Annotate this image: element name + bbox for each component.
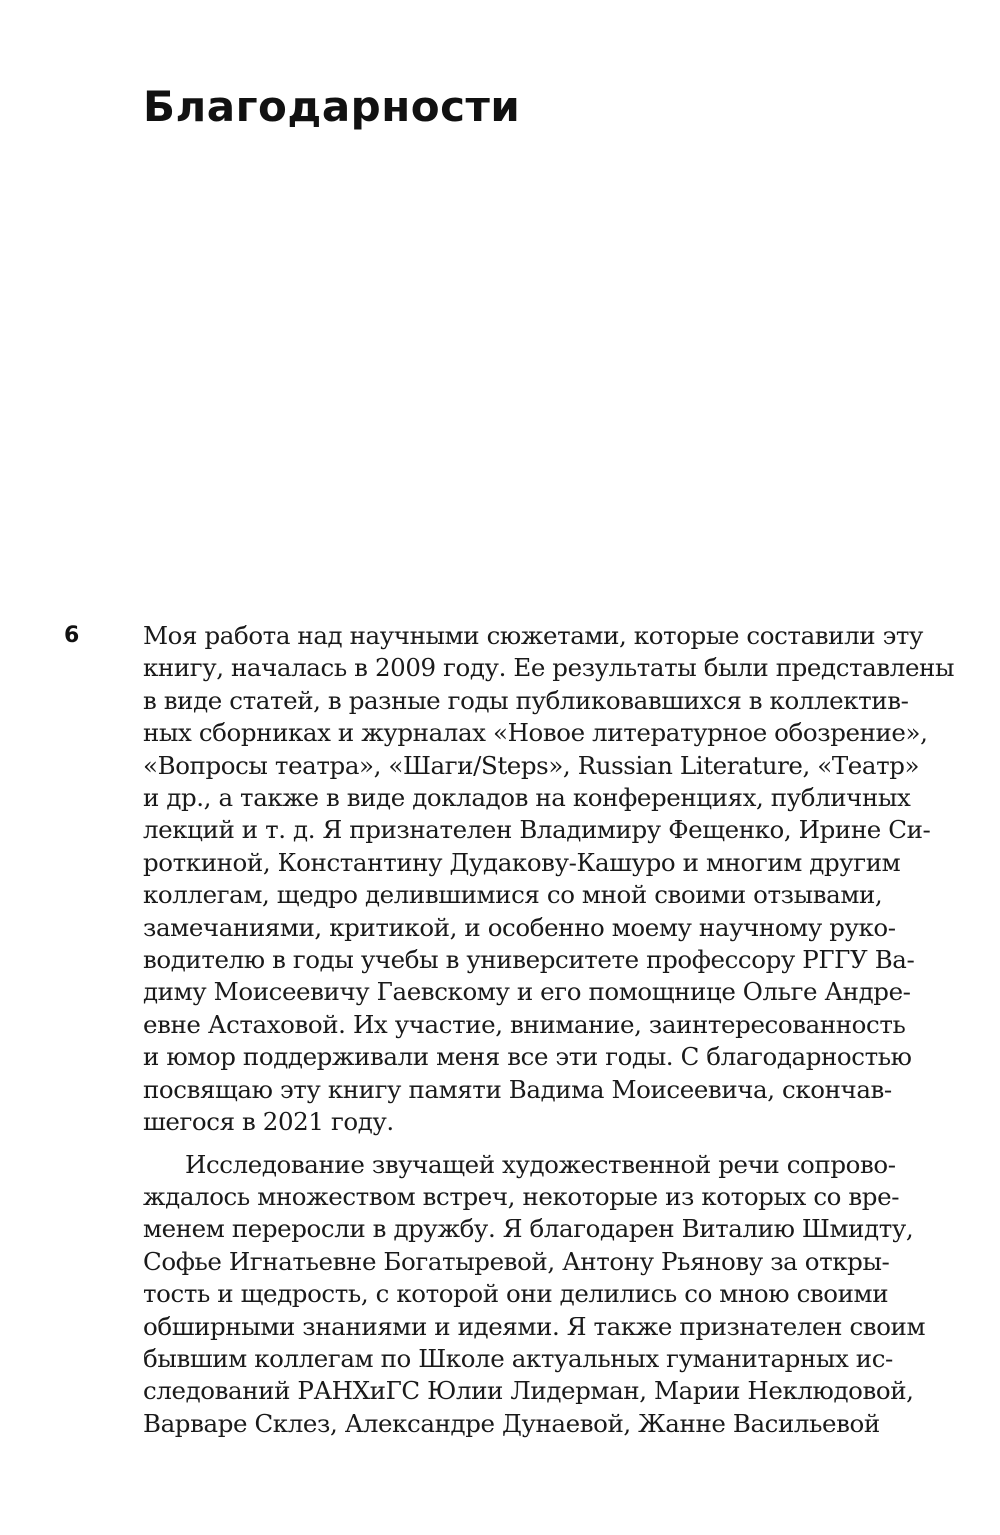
text-line: бывшим коллегам по Школе актуальных гуманитарных ис- <box>143 1343 893 1373</box>
text-line: Варваре Склез, Александре Дунаевой, Жанне Васильевой <box>143 1408 880 1438</box>
text-line: «Вопросы театра», «Шаги/Steps», Russian Literature, «Театр» <box>143 750 920 780</box>
text-line: Софье Игнатьевне Богатыревой, Антону Рьянову за откры- <box>143 1246 890 1276</box>
text-line: обширными знаниями и идеями. Я также признателен своим <box>143 1311 926 1341</box>
text-line: Моя работа над научными сюжетами, которые составили эту <box>143 621 924 650</box>
paragraph-spacer <box>143 1139 873 1149</box>
text-line: менем переросли в дружбу. Я благодарен Виталию Шмидту, <box>143 1214 914 1244</box>
text-line: шегося в 2021 году. <box>143 1107 394 1137</box>
text-line: коллегам, щедро делившимися со мной своими отзывами, <box>143 880 883 910</box>
paragraph-1 <box>143 620 955 1139</box>
text-line: замечаниями, критикой, и особенно моему научному руко- <box>143 912 896 942</box>
text-line: в виде статей, в разные годы публиковавшихся в коллектив- <box>143 685 909 715</box>
text-line: водителю в годы учебы в университете профессору РГГУ Ва- <box>143 945 915 975</box>
text-line: тость и щедрость, с которой они делились со мною своими <box>143 1279 889 1309</box>
text-line: евне Астаховой. Их участие, внимание, заинтересованность <box>143 1009 906 1039</box>
text-line: диму Моисеевичу Гаевскому и его помощнице Ольге Андре- <box>143 977 911 1007</box>
text-line: ждалось множеством встреч, некоторые из которых со вре- <box>143 1181 900 1211</box>
text-line: роткиной, Константину Дудакову-Кашуро и многим другим <box>143 847 901 877</box>
text-line: и юмор поддерживали меня все эти годы. С благодарностью <box>143 1042 912 1072</box>
body-text <box>143 620 955 1440</box>
text-line: посвящаю эту книгу памяти Вадима Моисеевича, скончав- <box>143 1074 892 1104</box>
text-line: книгу, началась в 2009 году. Ее результаты были представлены <box>143 653 955 683</box>
text-line: и др., а также в виде докладов на конференциях, публичных <box>143 783 911 813</box>
text-line: следований РАНХиГС Юлии Лидерман, Марии Неклюдовой, <box>143 1376 914 1406</box>
text-line: ных сборниках и журналах «Новое литературное обозрение», <box>143 718 928 748</box>
page-title: Благодарности <box>143 82 521 131</box>
text-line: лекций и т. д. Я признателен Владимиру Фещенко, Ирине Си- <box>143 815 931 845</box>
page-number: 6 <box>64 623 80 648</box>
text-line: Исследование звучащей художественной речи сопрово- <box>185 1149 896 1179</box>
paragraph-2 <box>143 1149 926 1441</box>
